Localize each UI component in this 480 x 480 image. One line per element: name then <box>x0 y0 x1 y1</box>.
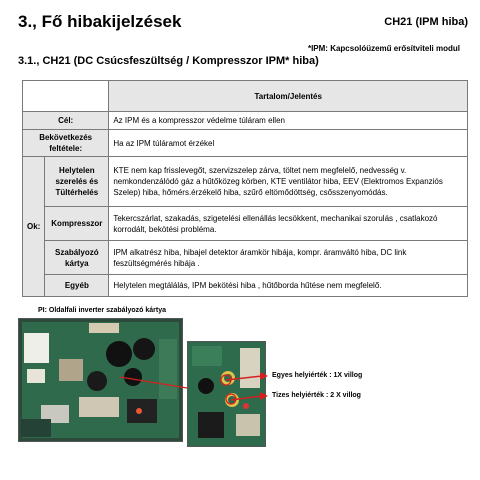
row-label-condition: Bekövetkezés feltétele: <box>23 130 109 157</box>
row-content-cel: Az IPM és a kompresszor védelme túláram ellen <box>109 112 468 130</box>
cause-label-other: Egyéb <box>45 275 109 297</box>
page-title: 3., Fő hibakijelzések <box>18 12 182 31</box>
cause-label-installation: Helytelen szerelés és Tültérhelés <box>45 157 109 207</box>
ok-label: Ok: <box>23 157 45 297</box>
cause-content-other: Helytelen megtálálás, IPM bekötési hiba , hűtőborda hűtése nem megfelelő. <box>109 275 468 297</box>
zoom-connector-line <box>120 377 187 388</box>
board-caption: PI: Oldalfali inverter szabályozó kártya <box>38 307 166 314</box>
column-header: Tartalom/Jelentés <box>109 81 468 112</box>
cause-label-compressor: Kompresszor <box>45 207 109 241</box>
section-subtitle: 3.1., CH21 (DC Csúcsfeszültség / Kompresszor IPM* hiba) <box>18 55 319 67</box>
row-content-condition: Ha az IPM túláramot érzékel <box>109 130 468 157</box>
cause-content-control-board: IPM alkatrész hiba, hibajel detektor áramkör hibája, kompr. áramváltó hiba, DC link feszültségmérés hibája . <box>109 241 468 275</box>
cause-content-compressor: Tekercszárlat, szakadás, szigetelési ellenállás lecsökkent, mechanikai szorulás , csatlakozó korrodált, bekötési probléma. <box>109 207 468 241</box>
arrow-head-1 <box>260 372 268 380</box>
callout-units: Egyes helyiérték : 1X villog <box>272 372 363 379</box>
ipm-footnote: *IPM: Kapcsolóüzemű erősítviteli modul <box>307 44 460 53</box>
callout-tens: Tizes helyiérték : 2 X villog <box>272 392 361 399</box>
cause-label-control-board: Szabályozó kártya <box>45 241 109 275</box>
row-label-cel: Cél: <box>23 112 109 130</box>
error-code: CH21 (IPM hiba) <box>384 16 468 28</box>
cause-content-installation: KTE nem kap frisslevegőt, szervizszelep zárva, töltet nem megfelelő, nedvesség v. nemkondenzálódó gáz a hűtőközeg körben, KTE ventilátor hiba, EEV (Elektromos Expanziós Szelep) hiba, hőmérs.érzékelő hiba, szűrő eltömődöttség, csősszenyomódás. <box>109 157 468 207</box>
arrow-head-2 <box>260 392 268 400</box>
